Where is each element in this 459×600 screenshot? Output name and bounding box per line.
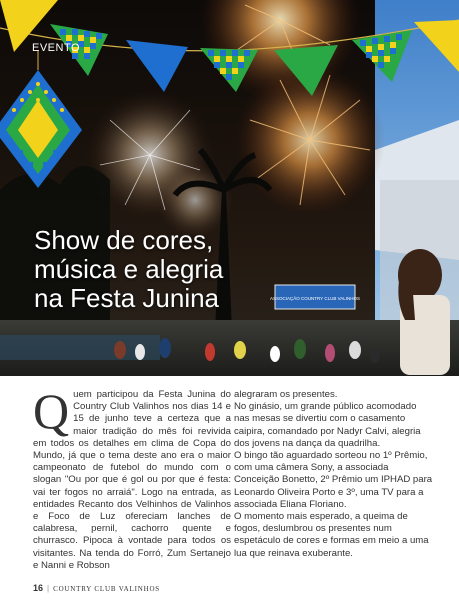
article-paragraph: uem participou da Festa Junina do Country Club Valinhos nos dias 14 e 15 de junho teve a certeza que a maior tradição do mês foi revivida em todos os detalhes em clima de Copa do Mundo, já que o tema deste ano era o maior campeonato de futebol do mundo com o slogan "Ou por que é gol ou por que é festa: vai ter fogos no arraiá". Logo na entrada, as entidades Recanto dos Velhinhos de Valinhos e Foco de Luz ofereciam lanches de calabresa, pernil, cachorro quente e churrasco. Pipoca à vontade para todos os visitantes. Na tenda do Forró, Zum Sertanejo e Nanni e Robson (33, 389, 231, 571)
headline-line: música e alegria (34, 254, 224, 284)
article-paragraph: O bingo tão aguardado sorteou no 1º Prêmio, com uma câmera Sony, a associada Conceição Bonetto, 2º Prêmio um IPHAD para Leonardo Oliveira Porto e 3º, uma TV para a associada Eliana Floriano. (234, 450, 433, 510)
page-number: 16 (33, 583, 44, 593)
headline-line: na Festa Junina (34, 283, 220, 313)
balao-junino-icon (0, 50, 82, 188)
publication-name: COUNTRY CLUB VALINHOS (53, 585, 160, 593)
page-footer (33, 583, 160, 593)
venue-banner-text: ASSOCIAÇÃO COUNTRY CLUB VALINHOS (269, 296, 361, 301)
bunting-flag-blue (126, 40, 188, 92)
drop-cap: Q (33, 383, 70, 439)
article-column-2 (234, 389, 434, 560)
article-paragraph: alegraram os presentes. (234, 389, 338, 400)
article-paragraph: No ginásio, um grande público acomodado nas mesas se divertiu com o casamento caipira, comandado por Nadyr Calvi, alegria dos jovens na dança da quadrilha. (234, 401, 421, 449)
article-paragraph: O momento mais esperado, a queima de fogos, deslumbrou os presentes num espetáculo de cores e formas em meio a uma lua que reinava exuberante. (234, 511, 429, 559)
footer-divider: | (47, 584, 50, 593)
headline (34, 226, 334, 313)
section-label: EVENTO (32, 42, 81, 54)
article-column-1 (33, 383, 231, 572)
headline-line: Show de cores, (34, 225, 214, 255)
